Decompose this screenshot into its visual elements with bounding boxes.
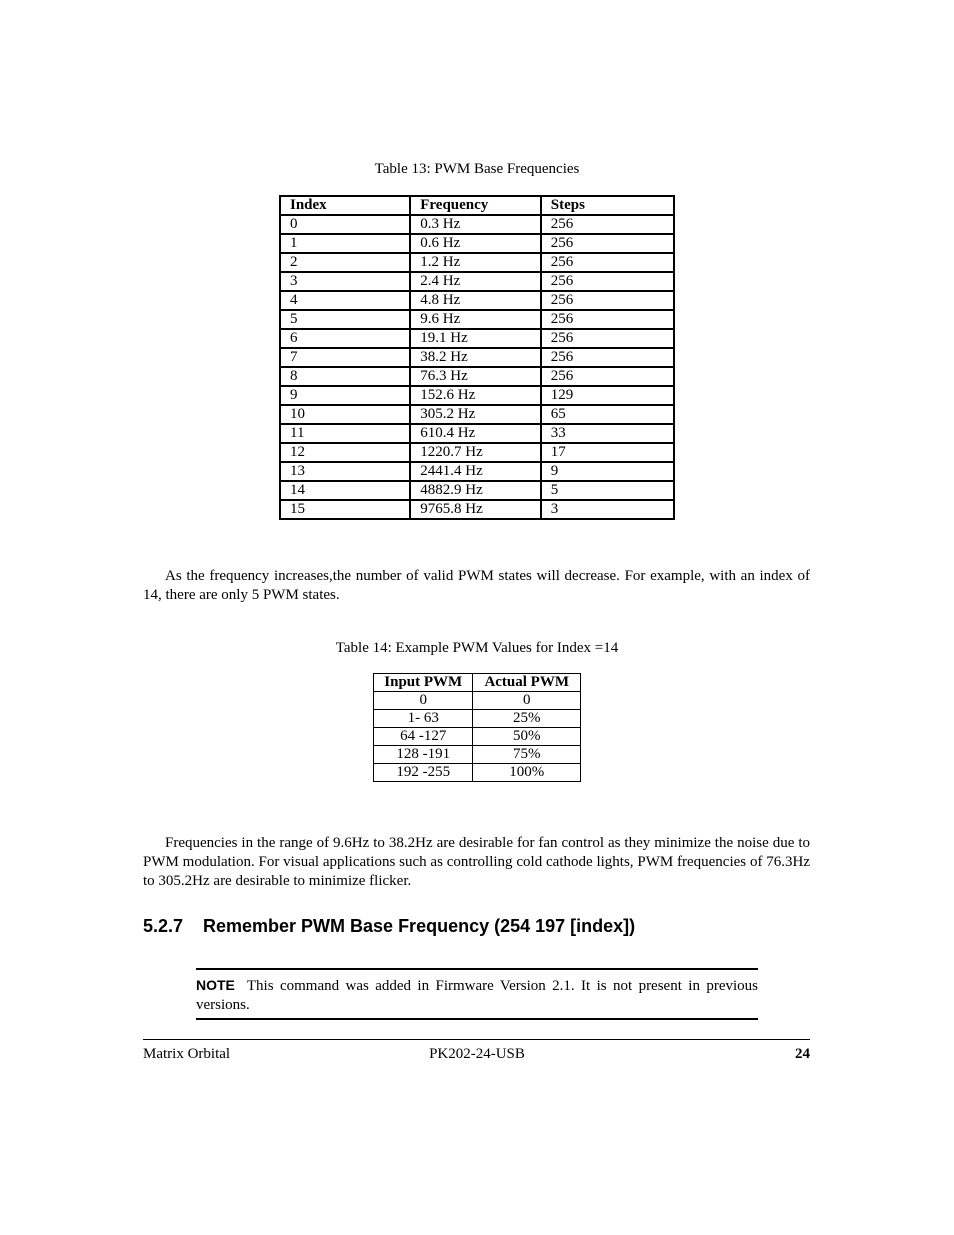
table-cell: 5 [541,481,674,500]
table-cell: 256 [541,348,674,367]
table-cell: 0.3 Hz [410,215,541,234]
table-header-index: Index [280,196,410,215]
page-number: 24 [795,1046,810,1062]
table-row [280,348,674,367]
paragraph-frequency-usage [143,834,810,891]
table-cell: 128 -191 [374,746,473,764]
paragraph-text: Frequencies in the range of 9.6Hz to 38.2Hz are desirable for fan control as they minimize the noise due to PWM modulation. For visual applications such as controlling cold cathode lights, PWM frequencies of 76.3Hz to 305.2Hz are desirable to minimize flicker. [143,835,810,889]
table-cell: 2.4 Hz [410,272,541,291]
table-row [280,386,674,405]
section-title: Remember PWM Base Frequency (254 197 [index]) [203,916,636,936]
table-cell: 33 [541,424,674,443]
footer-company: Matrix Orbital [143,1046,231,1062]
table-cell: 256 [541,272,674,291]
paragraph-frequency-states [143,567,810,605]
table-cell: 14 [280,481,410,500]
note-label: NOTE [196,977,235,993]
table-header-input-pwm: Input PWM [374,674,473,692]
table-cell: 17 [541,443,674,462]
table-cell: 25% [473,710,581,728]
table-row [280,253,674,272]
table13-caption: Table 13: PWM Base Frequencies [374,161,580,177]
table-cell: 0 [374,692,473,710]
table-row [280,234,674,253]
table-row [280,291,674,310]
table-cell: 75% [473,746,581,764]
section-number: 5.2.7 [143,916,184,936]
table-cell: 3 [541,500,674,519]
table-cell: 7 [280,348,410,367]
table-cell: 4882.9 Hz [410,481,541,500]
table-cell: 256 [541,215,674,234]
table-cell: 100% [473,764,581,782]
table-cell: 11 [280,424,410,443]
table-cell: 12 [280,443,410,462]
table-cell: 192 -255 [374,764,473,782]
table-header-row [280,196,674,215]
table-row [280,481,674,500]
table-cell: 1220.7 Hz [410,443,541,462]
table-cell: 3 [280,272,410,291]
note-text: This command was added in Firmware Version 2.1. It is not present in previous versions. [196,978,758,1013]
table-cell: 10 [280,405,410,424]
table-cell: 19.1 Hz [410,329,541,348]
table-cell: 1 [280,234,410,253]
table-cell: 76.3 Hz [410,367,541,386]
table-row [280,310,674,329]
example-pwm-values-table [373,673,581,782]
pwm-base-frequencies-table [279,195,675,520]
table-row [280,367,674,386]
table-cell: 65 [541,405,674,424]
table-cell: 1.2 Hz [410,253,541,272]
table-cell: 15 [280,500,410,519]
table-row [280,405,674,424]
table-cell: 1- 63 [374,710,473,728]
table-row [280,215,674,234]
table-row [280,500,674,519]
table-cell: 13 [280,462,410,481]
table-cell: 9765.8 Hz [410,500,541,519]
table14-caption: Table 14: Example PWM Values for Index =14 [335,640,619,656]
table-cell: 64 -127 [374,728,473,746]
table-cell: 38.2 Hz [410,348,541,367]
table-cell: 256 [541,253,674,272]
table-cell: 256 [541,234,674,253]
table-cell: 305.2 Hz [410,405,541,424]
table-header-row [374,674,581,692]
table-row [374,746,581,764]
table-row [280,329,674,348]
paragraph-text: As the frequency increases,the number of valid PWM states will decrease. For example, with an index of 14, there are only 5 PWM states. [143,568,810,603]
table-cell: 4.8 Hz [410,291,541,310]
table-row [280,462,674,481]
table-cell: 0.6 Hz [410,234,541,253]
table-cell: 2 [280,253,410,272]
table-cell: 0 [473,692,581,710]
table-row [280,424,674,443]
table-cell: 152.6 Hz [410,386,541,405]
table-header-actual-pwm: Actual PWM [473,674,581,692]
table-cell: 256 [541,329,674,348]
footer-rule [143,1039,810,1040]
table-cell: 5 [280,310,410,329]
table-cell: 2441.4 Hz [410,462,541,481]
note-bottom-rule [196,1018,758,1020]
table-row [374,764,581,782]
table-cell: 256 [541,367,674,386]
note-box [196,976,758,1015]
note-top-rule [196,968,758,970]
table-cell: 8 [280,367,410,386]
table-cell: 6 [280,329,410,348]
table-cell: 0 [280,215,410,234]
table-cell: 9.6 Hz [410,310,541,329]
table-row [280,272,674,291]
section-heading [143,915,635,937]
table-row [280,443,674,462]
table-row [374,710,581,728]
table-cell: 4 [280,291,410,310]
table-cell: 50% [473,728,581,746]
table-cell: 256 [541,291,674,310]
table-header-steps: Steps [541,196,674,215]
table-header-frequency: Frequency [410,196,541,215]
table-cell: 9 [541,462,674,481]
table-cell: 129 [541,386,674,405]
footer-model: PK202-24-USB [429,1046,525,1062]
table-cell: 610.4 Hz [410,424,541,443]
table-cell: 256 [541,310,674,329]
table-row [374,692,581,710]
table-row [374,728,581,746]
table-cell: 9 [280,386,410,405]
